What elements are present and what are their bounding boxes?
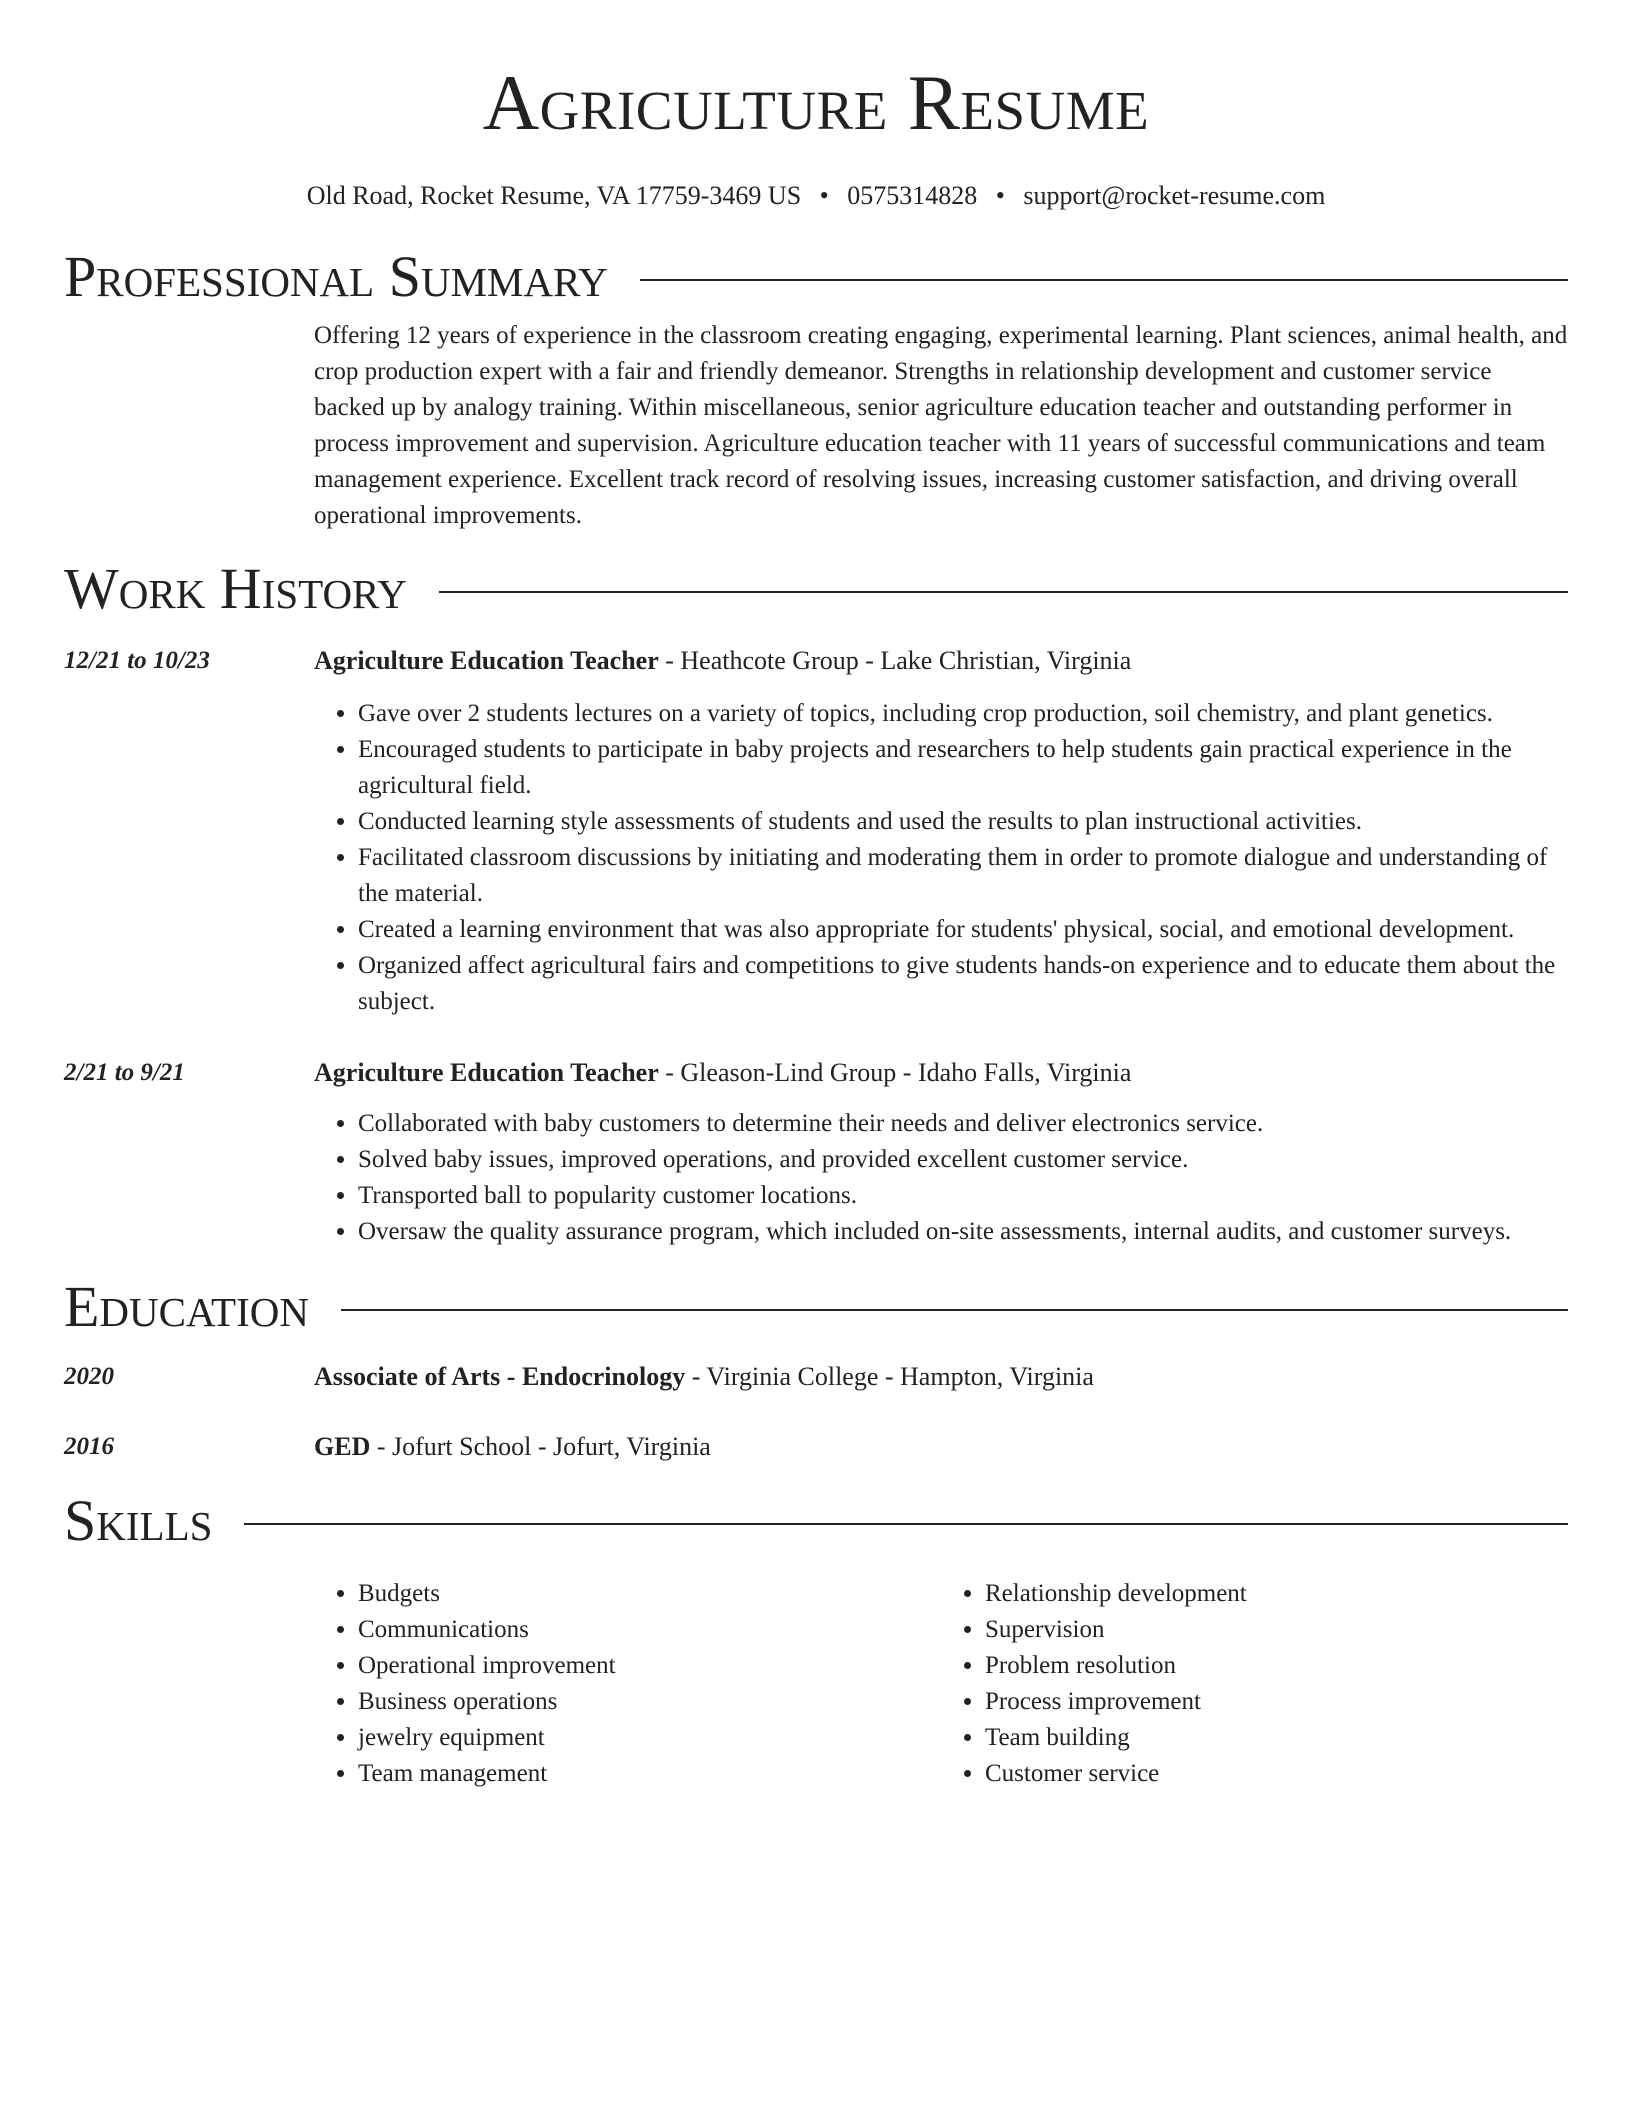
job-bullets (314, 1106, 1568, 1250)
section-divider (341, 1309, 1568, 1311)
section-divider (439, 591, 1568, 593)
job-bullet: • Transported ball to popularity customer locations. (358, 1178, 1568, 1214)
job-bullet: • Oversaw the quality assurance program, which included on-site assessments, internal audits, and customer surveys. (358, 1214, 1568, 1250)
work-title: Work History (64, 556, 407, 621)
skill-item: • Problem resolution (985, 1648, 1568, 1684)
job-bullet: • Facilitated classroom discussions by initiating and moderating them in order to promote dialogue and understanding of the material. (358, 840, 1568, 912)
education-school: - Jofurt School - Jofurt, Virginia (370, 1432, 711, 1461)
education-entry (64, 1430, 1568, 1464)
job-role: Agriculture Education Teacher (314, 1058, 659, 1087)
education-year: 2016 (64, 1433, 114, 1460)
section-divider (640, 279, 1568, 281)
summary-title: Professional Summary (64, 244, 608, 309)
education-year: 2020 (64, 1363, 114, 1390)
summary-section-heading (64, 244, 1568, 310)
skill-item: • Supervision (985, 1612, 1568, 1648)
job-dates: 2/21 to 9/21 (64, 1059, 185, 1086)
job-bullet: • Collaborated with baby customers to determine their needs and deliver electronics service. (358, 1106, 1568, 1142)
job-details (314, 1056, 1568, 1250)
skill-item: • Relationship development (985, 1576, 1568, 1612)
contact-line (64, 180, 1568, 212)
summary-left-spacer (64, 318, 314, 534)
job-bullets (314, 696, 1568, 1020)
job-employer: - Gleason-Lind Group - Idaho Falls, Virginia (658, 1058, 1132, 1087)
job-heading (314, 1056, 1568, 1090)
job-bullet: • Gave over 2 students lectures on a variety of topics, including crop production, soil chemistry, and plant genetics. (358, 696, 1568, 732)
job-entry (64, 644, 1568, 1020)
skill-item: • Customer service (985, 1756, 1568, 1792)
job-bullet: • Solved baby issues, improved operations, and provided excellent customer service. (358, 1142, 1568, 1178)
contact-email: support@rocket-resume.com (1023, 181, 1326, 210)
skills-grid (314, 1576, 1568, 1792)
education-section-heading (64, 1274, 1568, 1340)
skill-item: • Operational improvement (358, 1648, 941, 1684)
work-section-heading (64, 556, 1568, 622)
skill-item: • Business operations (358, 1684, 941, 1720)
education-details (314, 1360, 1568, 1394)
skills-section-heading (64, 1488, 1568, 1554)
skill-item: • Process improvement (985, 1684, 1568, 1720)
job-heading (314, 644, 1568, 678)
job-dates: 12/21 to 10/23 (64, 647, 210, 674)
contact-separator: • (819, 181, 829, 210)
skills-title: Skills (64, 1488, 213, 1553)
contact-address: Old Road, Rocket Resume, VA 17759-3469 US (306, 181, 802, 210)
summary-body (314, 318, 1568, 534)
resume-title: Agriculture Resume (482, 59, 1150, 146)
job-bullet: • Organized affect agricultural fairs and competitions to give students hands-on experience and to educate them about the subject. (358, 948, 1568, 1020)
contact-separator: • (995, 181, 1005, 210)
resume-header (64, 0, 1568, 212)
skills-list-left (314, 1576, 941, 1792)
summary-row (64, 318, 1568, 534)
job-details (314, 644, 1568, 1020)
education-school: - Virginia College - Hampton, Virginia (685, 1362, 1094, 1391)
skills-list-right (941, 1576, 1568, 1792)
skill-item: • Team building (985, 1720, 1568, 1756)
education-title: Education (64, 1274, 309, 1339)
job-entry (64, 1056, 1568, 1250)
summary-text: Offering 12 years of experience in the classroom creating engaging, experimental learning. Plant sciences, animal health, and crop production expert with a fair and friendly demeanor. Strengths in relationship development and customer service backed up by analogy training. Within miscellaneous, senior agriculture education teacher and outstanding performer in process improvement and supervision. Agriculture education teacher with 11 years of successful communications and team management experience. Excellent track record of resolving issues, increasing customer satisfaction, and driving overall operational improvements. (314, 322, 1568, 529)
education-degree: Associate of Arts - Endocrinology (314, 1362, 686, 1391)
section-divider (244, 1523, 1568, 1525)
skill-item: • Team management (358, 1756, 941, 1792)
skills-row (64, 1576, 1568, 1792)
education-details (314, 1430, 1568, 1464)
job-bullet: • Encouraged students to participate in baby projects and researchers to help students gain practical experience in the agricultural field. (358, 732, 1568, 804)
skill-item: • Communications (358, 1612, 941, 1648)
skill-item: • jewelry equipment (358, 1720, 941, 1756)
contact-phone: 0575314828 (847, 181, 978, 210)
education-entry (64, 1360, 1568, 1394)
skill-item: • Budgets (358, 1576, 941, 1612)
skills-left-spacer (64, 1576, 314, 1792)
education-degree: GED (314, 1432, 371, 1461)
job-role: Agriculture Education Teacher (314, 646, 659, 675)
job-bullet: • Conducted learning style assessments of students and used the results to plan instructional activities. (358, 804, 1568, 840)
job-employer: - Heathcote Group - Lake Christian, Virginia (658, 646, 1132, 675)
job-bullet: • Created a learning environment that was also appropriate for students' physical, social, and emotional development. (358, 912, 1568, 948)
